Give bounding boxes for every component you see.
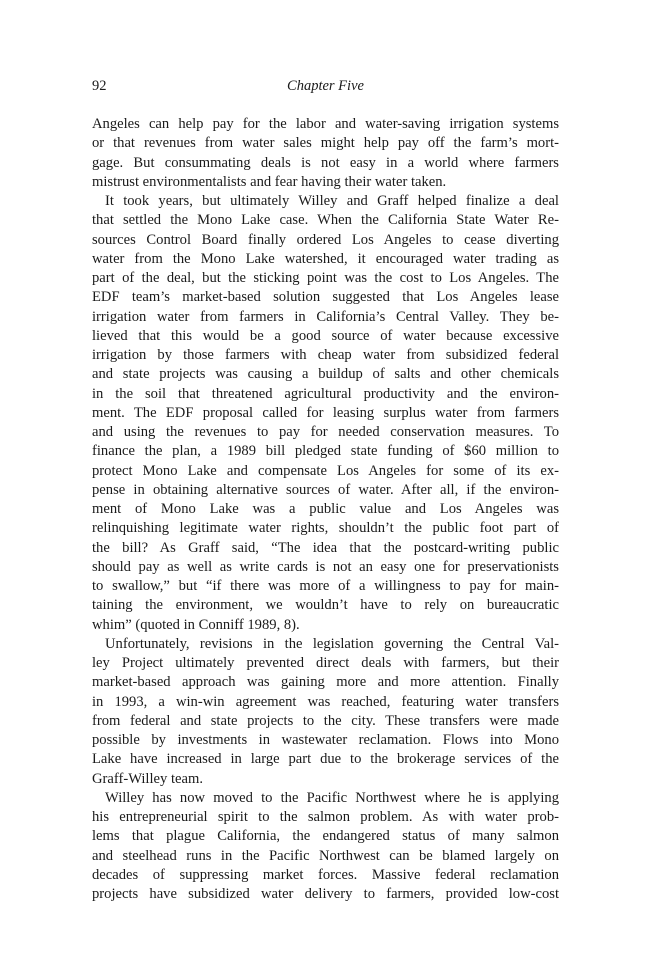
- text-line: and steelhead runs in the Pacific Northwest can be blamed largely on: [92, 847, 559, 864]
- text-line: ment of Mono Lake was a public value and Los Angeles was: [92, 501, 559, 517]
- text-line: Willey has now moved to the Pacific Northwest where he is applying: [105, 789, 559, 806]
- text-line: in the soil that threatened agricultural productivity and the environ-: [92, 385, 559, 402]
- text-line: or that revenues from water sales might help pay off the farm’s mort-: [92, 135, 559, 152]
- text-line: water from the Mono Lake watershed, it encouraged water trading as: [92, 250, 559, 267]
- text-line: pense in obtaining alternative sources of water. After all, if the environ-: [92, 481, 559, 498]
- text-line: and using the revenues to pay for needed conservation measures. To: [92, 424, 559, 440]
- text-line: lems that plague California, the endangered status of many salmon: [92, 828, 559, 845]
- text-line: should pay as well as write cards is not an easy one for preservationists: [92, 558, 559, 575]
- text-line: and state projects was causing a buildup of salts and other chemicals: [92, 366, 559, 383]
- text-line: from federal and state projects to the city. These transfers were made: [92, 712, 559, 729]
- text-line: finance the plan, a 1989 bill pledged state funding of $60 million to: [92, 443, 559, 460]
- text-line: to swallow,” but “if there was more of a willingness to pay for main-: [92, 578, 559, 594]
- text-line: his entrepreneurial spirit to the salmon problem. As with water prob-: [92, 809, 559, 825]
- text-line: possible by investments in wastewater reclamation. Flows into Mono: [92, 732, 559, 748]
- page-number: 92: [92, 78, 107, 94]
- text-line: Angeles can help pay for the labor and water-saving irrigation systems: [92, 116, 559, 132]
- text-line: Lake have increased in large part due to the brokerage services of the: [92, 751, 559, 768]
- text-line: market-based approach was gaining more and more attention. Finally: [92, 674, 559, 691]
- text-line: Graff-Willey team.: [92, 770, 203, 787]
- text-line: decades of suppressing market forces. Massive federal reclamation: [92, 866, 559, 883]
- text-line: gage. But consummating deals is not easy in a world where farmers: [92, 154, 559, 171]
- text-line: Unfortunately, revisions in the legislation governing the Central Val-: [105, 635, 559, 652]
- text-line: mistrust environmentalists and fear having their water taken.: [92, 173, 447, 190]
- text-line: projects have subsidized water delivery to farmers, provided low-cost: [92, 886, 559, 902]
- text-line: taining the environment, we wouldn’t have to rely on bureaucratic: [92, 597, 559, 614]
- text-line: protect Mono Lake and compensate Los Angeles for some of its ex-: [92, 462, 559, 479]
- text-line: relinquishing legitimate water rights, shouldn’t the public foot part of: [92, 520, 559, 537]
- text-line: the bill? As Graff said, “The idea that the postcard-writing public: [92, 539, 559, 556]
- text-line: whim” (quoted in Conniff 1989, 8).: [92, 616, 300, 633]
- text-line: part of the deal, but the sticking point was the cost to Los Angeles. The: [92, 270, 559, 286]
- text-line: ment. The EDF proposal called for leasing surplus water from farmers: [92, 404, 559, 421]
- text-line: in 1993, a win-win agreement was reached, featuring water transfers: [92, 693, 559, 710]
- running-head: Chapter Five: [287, 78, 364, 94]
- text-line: that settled the Mono Lake case. When the California State Water Re-: [92, 212, 559, 229]
- text-line: EDF team’s market-based solution suggested that Los Angeles lease: [92, 289, 559, 306]
- text-line: lieved that this would be a good source of water because excessive: [92, 327, 559, 344]
- text-line: ley Project ultimately prevented direct deals with farmers, but their: [92, 655, 559, 671]
- body-text: [92, 115, 559, 904]
- text-line: It took years, but ultimately Willey and Graff helped finalize a deal: [105, 193, 559, 209]
- text-line: irrigation water from farmers in California’s Central Valley. They be-: [92, 308, 559, 325]
- text-line: irrigation by those farmers with cheap water from subsidized federal: [92, 347, 559, 363]
- page-header: [92, 78, 559, 100]
- text-line: sources Control Board finally ordered Los Angeles to cease diverting: [92, 231, 559, 248]
